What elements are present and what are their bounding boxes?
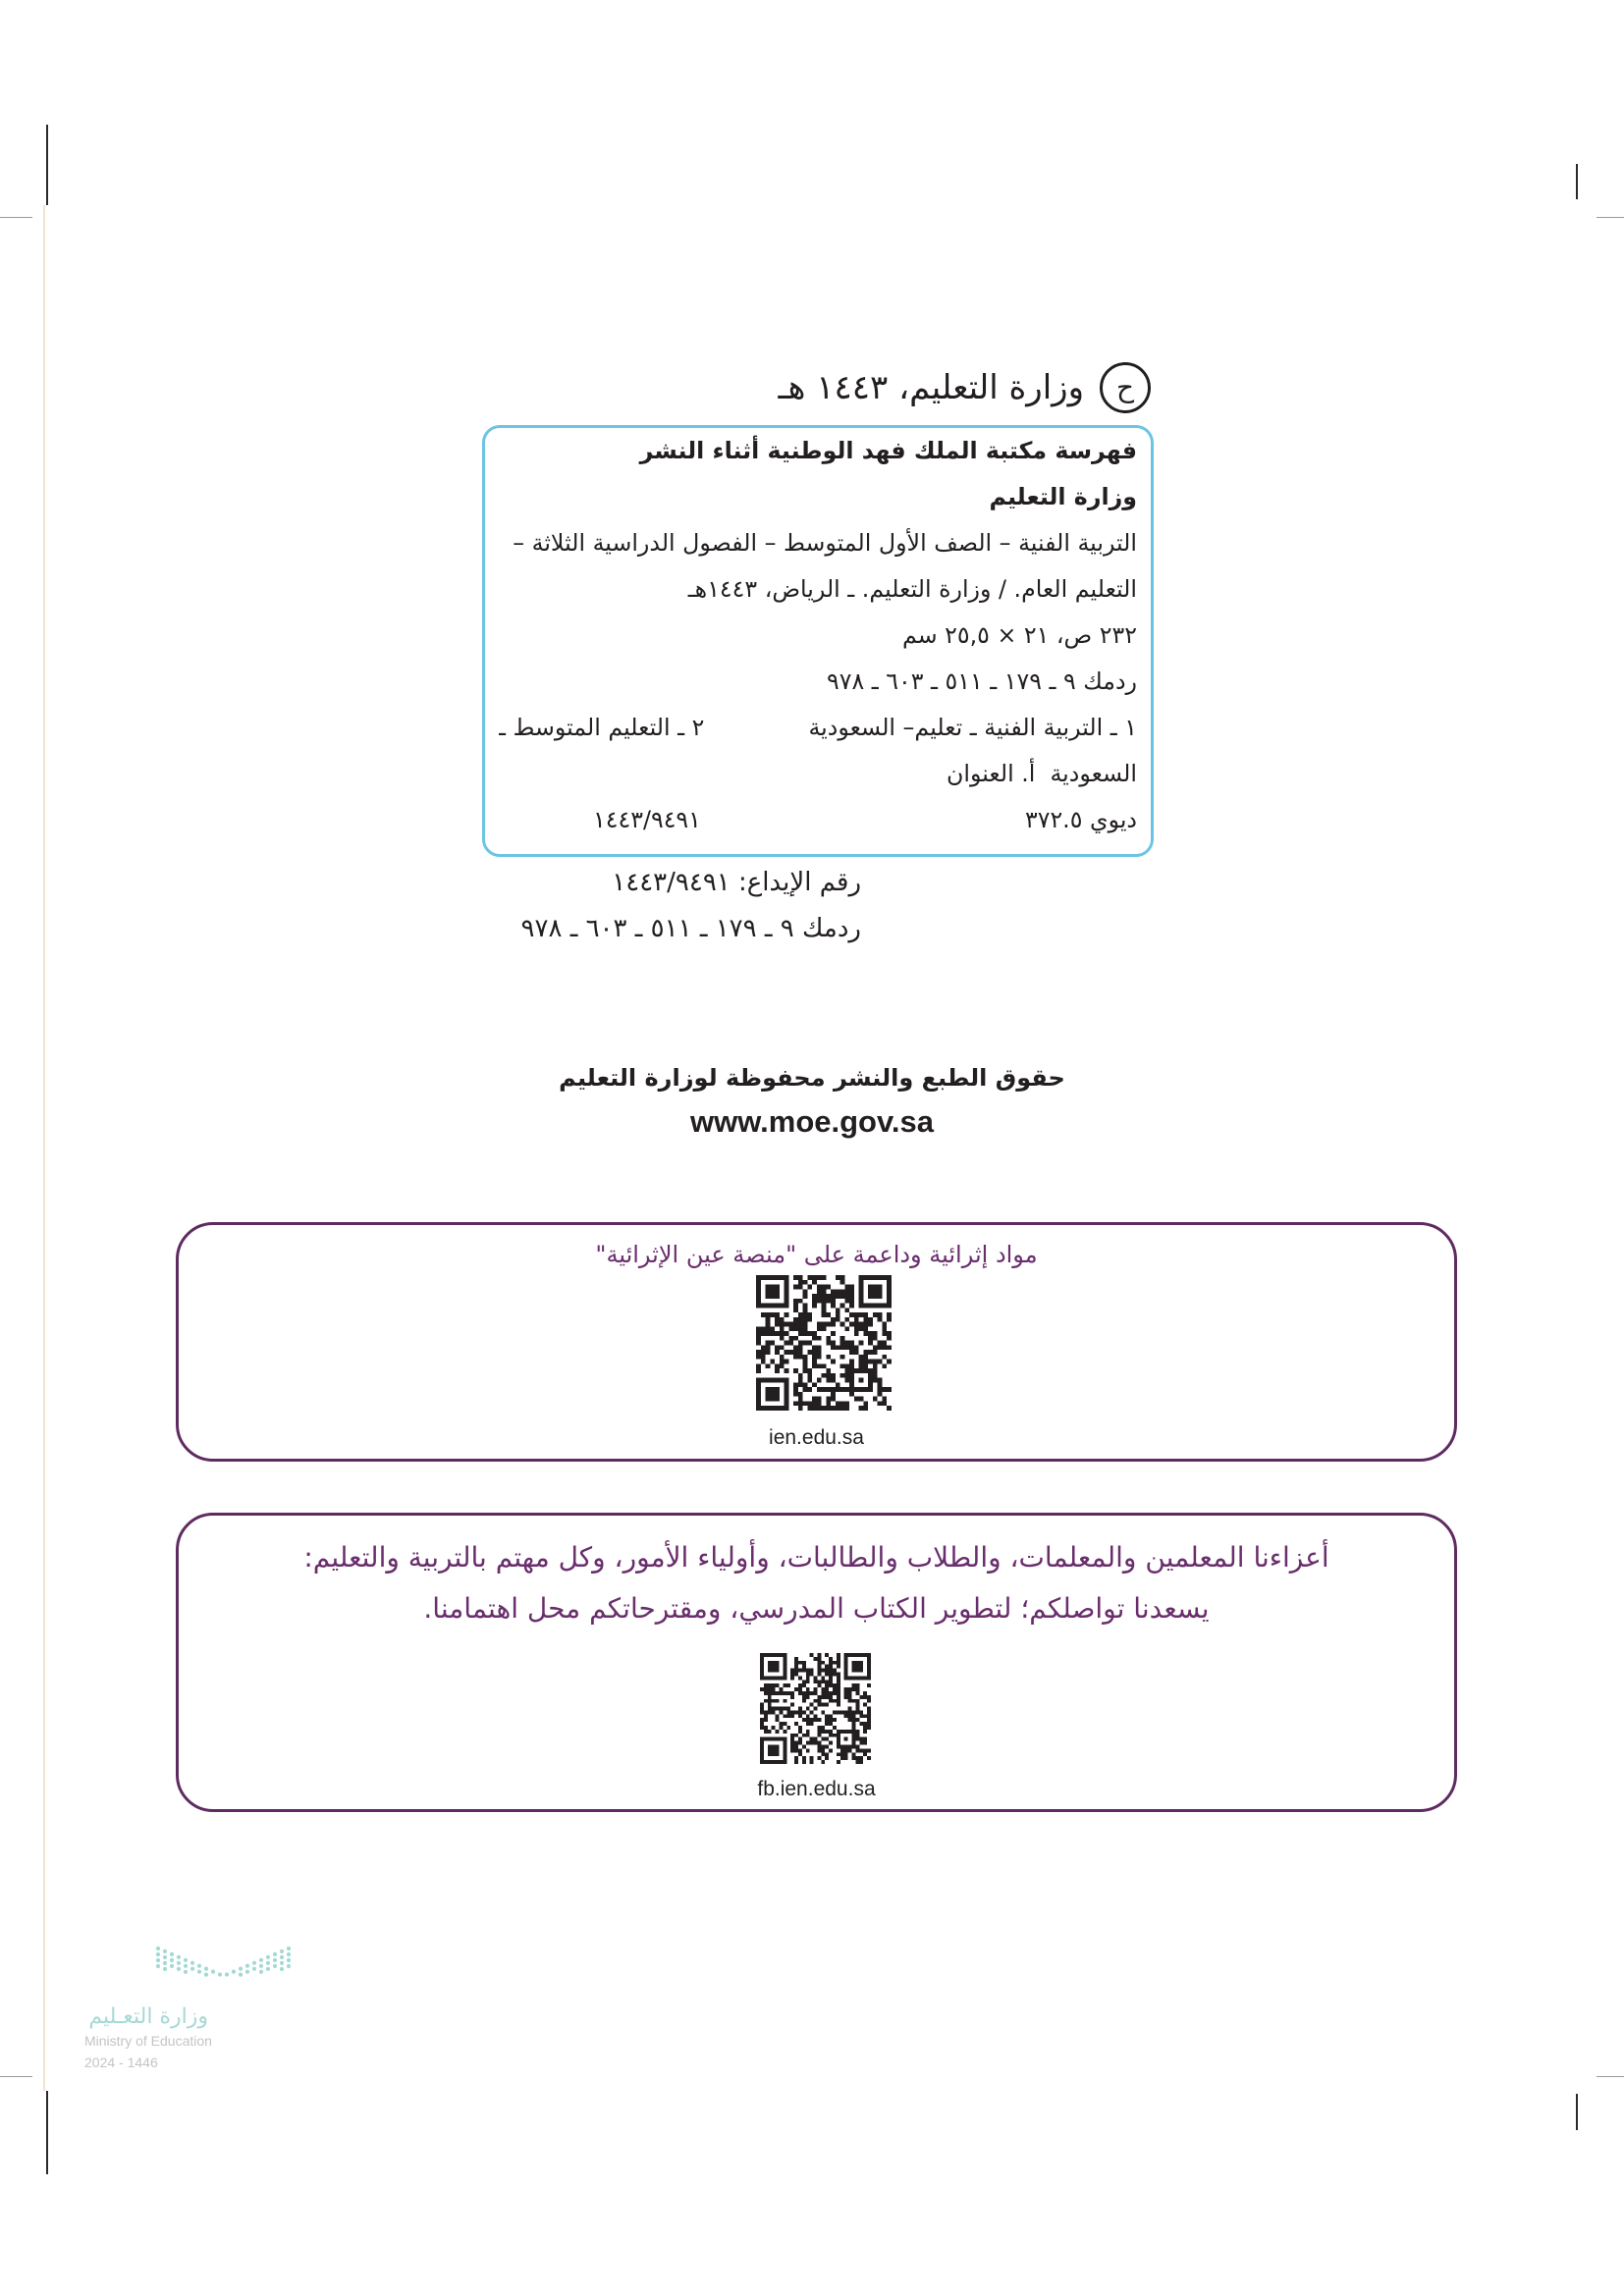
ministry-website: www.moe.gov.sa [689, 1104, 935, 1139]
enrichment-text: مواد إثرائية وداعمة على "منصة عين الإثرائية" [595, 1241, 1038, 1268]
copyright-symbol: ح [1100, 362, 1151, 413]
legal-deposit-isbn: ردمك ٩ ـ ١٧٩ ـ ٥١١ ـ ٦٠٣ ـ ٩٧٨ [520, 914, 861, 943]
catalog-heading: فهرسة مكتبة الملك فهد الوطنية أثناء النشر [639, 437, 1137, 464]
catalog-physical-description: ٢٣٢ ص، ٢١ × ٢٥,٥ سم [901, 621, 1137, 649]
copyright-text: وزارة التعليم، ١٤٤٣ هـ [778, 368, 1084, 407]
catalog-subject-1: ١ ـ التربية الفنية ـ تعليم– السعودية [808, 714, 1137, 741]
catalog-deposit-number: ١٤٤٣/٩٤٩١ [593, 806, 701, 833]
catalog-subject-2: ٢ ـ التعليم المتوسط ـ [499, 714, 705, 741]
catalog-dewey: ديوي ٣٧٢.٥ [1024, 806, 1137, 833]
enrichment-link: ien.edu.sa [769, 1426, 864, 1449]
feedback-link: fb.ien.edu.sa [757, 1778, 876, 1800]
crop-mark-bottom-left-horizontal [0, 2076, 32, 2077]
catalog-classification-row [499, 797, 1137, 843]
cataloging-in-publication-box [482, 425, 1154, 857]
ministry-logo-arabic-name: وزارة التعـليم [88, 2004, 208, 2029]
feedback-text-line-2: يسعدنا تواصلكم؛ لتطوير الكتاب المدرسي، ومقترحاتكم محل اهتمامنا. [423, 1592, 1210, 1625]
feedback-text-line-1: أعزاءنا المعلمين والمعلمات، والطلاب والطالبات، وأولياء الأمور، وكل مهتم بالتربية والتعليم: [303, 1541, 1329, 1574]
catalog-subject-continuation: السعودية أ. العنوان [947, 760, 1137, 787]
crop-mark-bottom-right-vertical [1576, 2094, 1578, 2130]
qr-code-icon [756, 1275, 892, 1411]
crop-mark-top-left-vertical [46, 125, 48, 205]
catalog-title-line-2: التعليم العام. / وزارة التعليم. ـ الرياض، ١٤٤٣هـ [687, 575, 1137, 603]
ministry-logo-years: 2024 - 1446 [84, 2055, 158, 2070]
rights-notice: حقوق الطبع والنشر محفوظة لوزارة التعليم [559, 1064, 1065, 1092]
crop-mark-bottom-left-vertical [46, 2091, 48, 2174]
legal-deposit-number: رقم الإيداع: ١٤٤٣/٩٤٩١ [612, 868, 861, 897]
bleed-line [43, 205, 45, 2091]
catalog-subjects-row [499, 705, 1137, 751]
crop-mark-top-right-horizontal [1597, 217, 1624, 218]
crop-mark-top-right-vertical [1576, 164, 1578, 199]
legal-deposit-block [449, 860, 861, 952]
crop-mark-top-left-horizontal [0, 217, 32, 218]
feedback-box [176, 1513, 1457, 1812]
crop-mark-bottom-right-horizontal [1597, 2076, 1624, 2077]
copyright-line [779, 362, 1151, 413]
ministry-logo-icon [154, 1945, 294, 1992]
catalog-title-line-1: التربية الفنية – الصف الأول المتوسط – الفصول الدراسية الثلاثة – [513, 529, 1137, 557]
enrichment-materials-box [176, 1222, 1457, 1462]
catalog-author: وزارة التعليم [989, 483, 1137, 510]
catalog-isbn: ردمك ٩ ـ ١٧٩ ـ ٥١١ ـ ٦٠٣ ـ ٩٧٨ [826, 667, 1137, 695]
qr-code-icon [760, 1653, 871, 1764]
ministry-logo-english-name: Ministry of Education [84, 2033, 212, 2049]
